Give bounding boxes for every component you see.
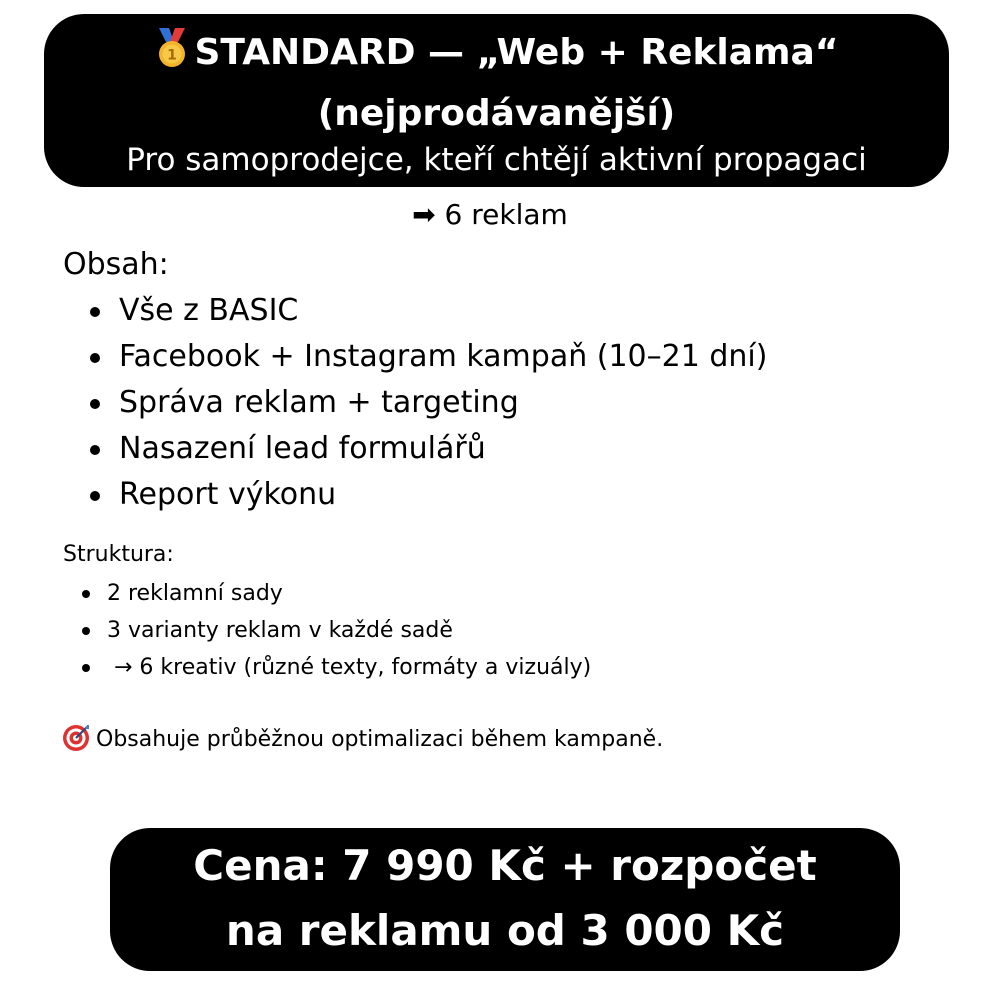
bullet-icon (82, 627, 90, 635)
header-title-line1: STANDARD — „Web + Reklama“ (194, 32, 839, 73)
contents-item-label: Nasazení lead formulářů (119, 431, 486, 466)
bullet-icon (90, 399, 100, 409)
structure-list-item (80, 575, 591, 612)
contents-heading: Obsah: (63, 247, 169, 282)
price-line1: Cena: 7 990 Kč + rozpočet (193, 841, 817, 890)
optimization-note-text: Obsahuje průběžnou optimalizaci během kampaně. (96, 727, 664, 752)
contents-list (88, 288, 767, 518)
optimization-note (62, 724, 663, 756)
bullet-icon (82, 664, 90, 672)
header-title-line1-container (44, 28, 949, 77)
ads-count: ➡ 6 reklam (412, 198, 568, 231)
contents-item-label: Report výkonu (119, 477, 337, 512)
structure-list (80, 575, 591, 686)
contents-item-label: Správa reklam + targeting (119, 385, 519, 420)
contents-list-item (88, 334, 767, 380)
contents-item-label: Facebook + Instagram kampaň (10–21 dní) (119, 339, 768, 374)
structure-item-label: 3 varianty reklam v každé sadě (107, 618, 453, 643)
bullet-icon (90, 353, 100, 363)
direct-hit-target-icon (62, 724, 90, 752)
bullet-icon (90, 445, 100, 455)
price-line2: na reklamu od 3 000 Kč (225, 906, 785, 955)
first-place-medal-icon (155, 28, 189, 68)
svg-text:1: 1 (166, 47, 177, 64)
contents-list-item (88, 472, 767, 518)
structure-heading: Struktura: (63, 542, 174, 567)
structure-item-label: 2 reklamní sady (107, 581, 283, 606)
bullet-icon (82, 590, 90, 598)
contents-list-item (88, 380, 767, 426)
header-banner (44, 14, 949, 187)
contents-list-item (88, 288, 767, 334)
structure-list-item (80, 649, 591, 686)
structure-item-label: → 6 kreativ (různé texty, formáty a vizuály) (107, 655, 592, 680)
bullet-icon (90, 307, 100, 317)
price-banner (110, 828, 900, 971)
structure-list-item (80, 612, 591, 649)
bullet-icon (90, 491, 100, 501)
header-subtitle: Pro samoprodejce, kteří chtějí aktivní propagaci (126, 142, 867, 178)
header-title-line2: (nejprodávanější) (317, 93, 676, 134)
contents-list-item (88, 426, 767, 472)
contents-item-label: Vše z BASIC (119, 293, 299, 328)
